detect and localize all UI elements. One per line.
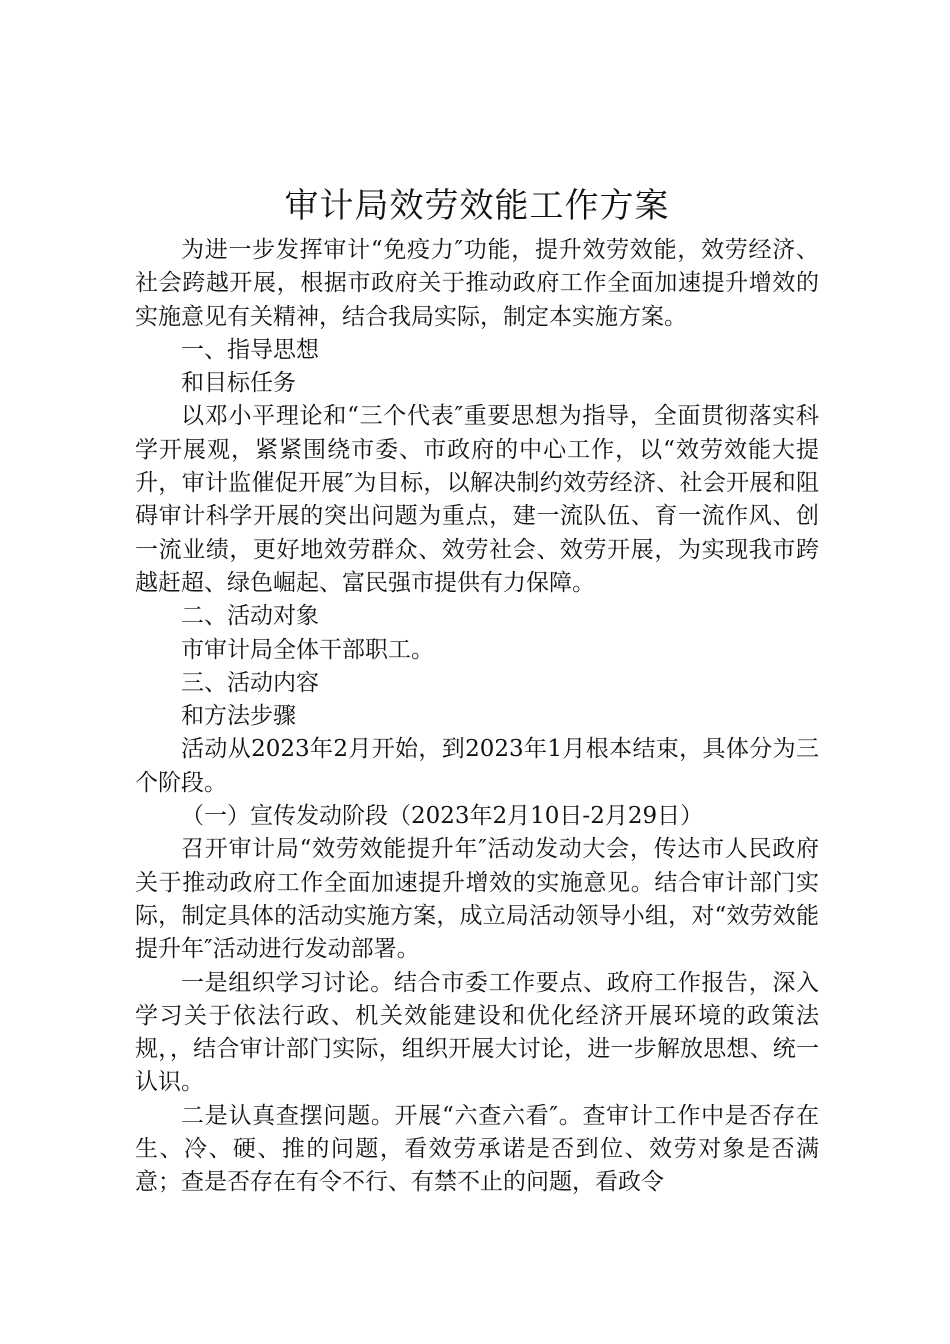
paragraph-activity-target: 市审计局全体干部职工。 [181,636,434,663]
heading-activity-content: 三、活动内容 [181,669,319,696]
paragraph-find-problems: 二是认真查摆问题。开展“六查六看″。查审计工作中是否存在生、冷、硬、推的问题，看效劳承诺是否到位、效劳对象是否满意；查是否存在有令不行、有禁不止的问题，看政令 [135,1102,819,1196]
paragraph-intro: 为进一步发挥审计“免疫力″功能，提升效劳效能，效劳经济、社会跨越开展，根据市政府关于推动政府工作全面加速提升增效的实施意见有关精神，结合我局实际，制定本实施方案。 [135,237,819,330]
paragraph-study-discussion: 一是组织学习讨论。结合市委工作要点、政府工作报告，深入学习关于依法行政、机关效能建设和优化经济开展环境的政策法规，，结合审计部门实际，组织开展大讨论，进一步解放思想、统一认识。 [135,969,819,1096]
heading-guiding-thought: 一、指导思想 [181,336,319,363]
heading-activity-target: 二、活动对象 [181,603,319,630]
heading-goals-tasks: 和目标任务 [181,370,296,397]
paragraph-stage-one: 召开审计局“效劳效能提升年″活动发动大会，传达市人民政府关于推动政府工作全面加速提升增效的实施意见。结合审计部门实际，制定具体的活动实施方案，成立局活动领导小组，对“效劳效能提升年″活动进行发动部署。 [135,836,819,963]
document-body [135,178,819,1200]
document-title: 审计局效劳效能工作方案 [284,186,670,226]
paragraph-guiding-content: 以邓小平理论和“三个代表″重要思想为指导，全面贯彻落实科学开展观，紧紧围绕市委、市政府的中心工作，以“效劳效能大提升，审计监催促开展″为目标，以解决制约效劳经济、社会开展和阻碍审计科学开展的突出问题为重点，建一流队伍、育一流作风、创一流业绩，更好地效劳群众、效劳社会、效劳开展，为实现我市跨越赶超、绿色崛起、富民强市提供有力保障。 [135,403,819,596]
paragraph-timeline: 活动从2023年2月开始，到2023年1月根本结束，具体分为三个阶段。 [135,736,819,796]
heading-method-steps: 和方法步骤 [181,703,296,730]
heading-stage-one: （一）宣传发动阶段（2023年2月10日-2月29日） [181,803,704,830]
